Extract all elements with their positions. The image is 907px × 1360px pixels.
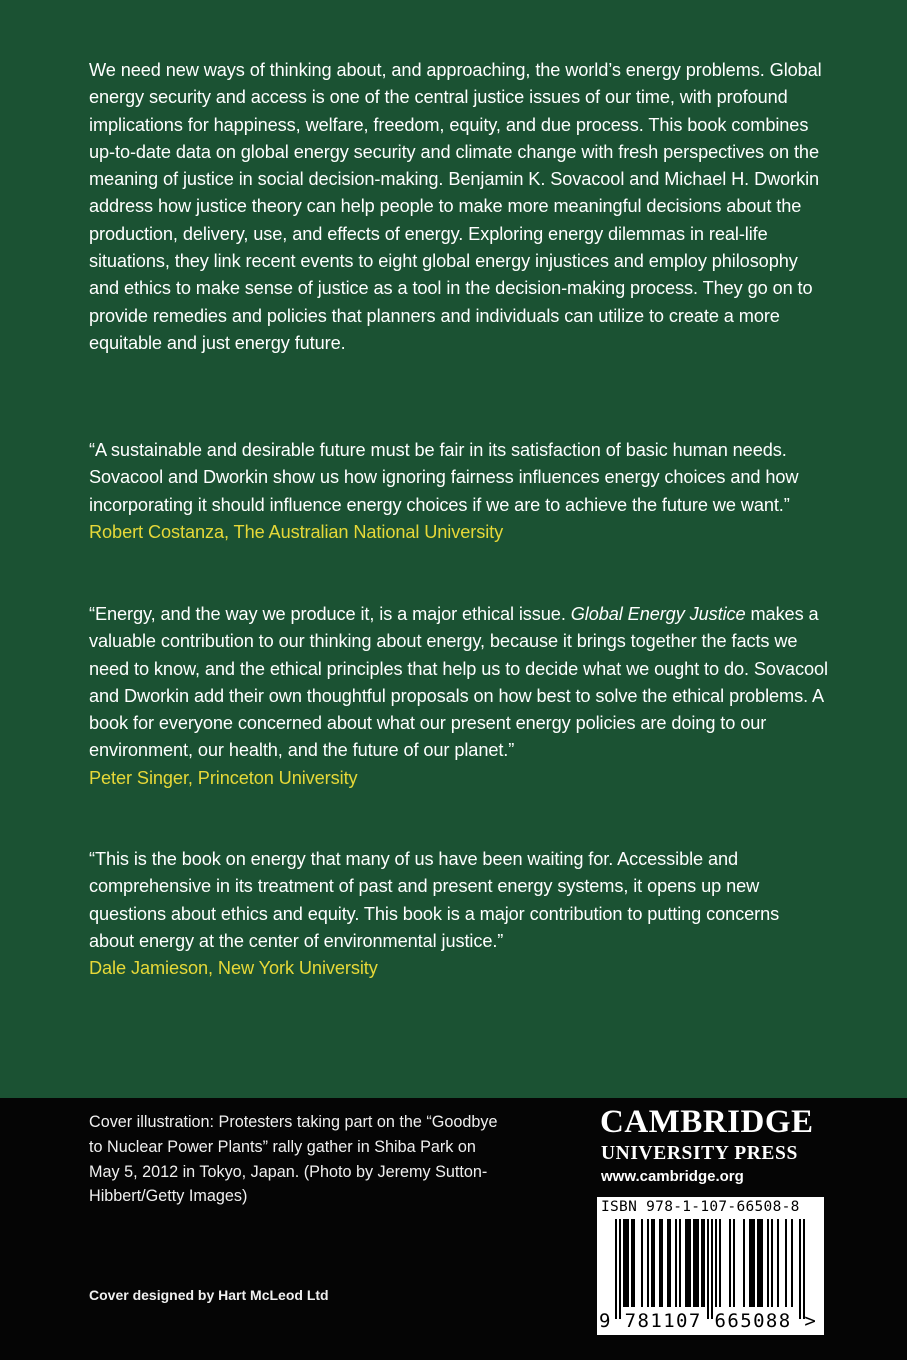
quote-2-text [89, 601, 829, 765]
blurb-text: We need new ways of thinking about, and approaching, the world’s energy problems. Global energy security and access is one of the central justice issues of our time, with profound implications for happiness, welfare, freedom, equity, and due process. This book combines up-to-date data on global energy security and climate change with fresh perspectives on the meaning of justice in social decision-making. Benjamin K. Sovacool and Michael H. Dworkin address how justice theory can help people to make more meaningful decisions about the production, delivery, use, and effects of energy. Exploring energy dilemmas in real-life situations, they link recent events to eight global energy injustices and employ philosophy and ethics to make sense of justice as a tool in the decision-making process. They go on to provide remedies and policies that planners and individuals can utilize to create a more equitable and just energy future. [89, 60, 822, 353]
cover-illustration-credit: Cover illustration: Protesters taking part on the “Goodbye to Nuclear Power Plants” rally gather in Shiba Park on May 5, 2012 in Tokyo, Japan. (Photo by Jeremy Sutton-Hibbert/Getty Images) [89, 1113, 498, 1206]
barcode-bar [615, 1219, 617, 1319]
barcode-bar [743, 1219, 745, 1307]
quote-2 [89, 601, 829, 792]
publisher-logo-name: CAMBRIDGE [600, 1104, 814, 1140]
barcode-bar [687, 1219, 689, 1307]
blurb-section [89, 57, 829, 357]
barcode-bar [669, 1219, 671, 1307]
barcode-bar [733, 1219, 735, 1307]
quote-3-text: “This is the book on energy that many of us have been waiting for. Accessible and comprehensive in its treatment of past and present energy systems, it opens up new questions about ethics and equity. This book is a major contribution to putting concerns about energy at the center of environmental justice.” [89, 849, 780, 951]
barcode-bar [719, 1219, 721, 1307]
book-title-italic: Global Energy Justice [570, 604, 746, 624]
publisher-logo-sub: UNIVERSITY PRESS [601, 1143, 798, 1164]
barcode-bar [647, 1219, 649, 1307]
quote-2-attribution: Peter Singer, Princeton University [89, 767, 358, 788]
quote-1-attribution: Robert Costanza, The Australian National University [89, 521, 504, 542]
barcode-bar [651, 1219, 653, 1307]
barcode-bar [707, 1219, 709, 1319]
isbn-barcode [597, 1197, 824, 1335]
quote-2-text-after: makes a valuable contribution to our thinking about energy, because it brings together the facts we need to know, and the ethical principles that help us to decide what we ought to do. Sovacool and Dworkin add their own thoughtful proposals on how best to solve the ethical problems. A book for everyone concerned about what our present energy policies are doing to our environment, our health, and the future of our planet.” [89, 604, 828, 761]
barcode-bar [729, 1219, 731, 1307]
barcode-bar [667, 1219, 669, 1307]
barcode-bar [689, 1219, 691, 1307]
barcode-bar [653, 1219, 655, 1307]
publisher-url: www.cambridge.org [601, 1168, 744, 1185]
quote-3 [89, 846, 829, 982]
barcode-bar [799, 1219, 801, 1319]
barcode-bar [633, 1219, 635, 1307]
barcode-bar [761, 1219, 763, 1307]
barcode-bar [711, 1219, 713, 1319]
barcode-bar [675, 1219, 677, 1307]
quote-1 [89, 437, 829, 546]
barcode-bar [661, 1219, 663, 1307]
barcode-bar [619, 1219, 621, 1319]
quote-1-text: “A sustainable and desirable future must be fair in its satisfaction of basic human needs. Sovacool and Dworkin show us how ignoring fairness influences energy choices and how incorporating it should influence energy choices if we are to achieve the future we want.” [89, 440, 799, 515]
barcode-bar [627, 1219, 629, 1307]
quote-3-attribution: Dale Jamieson, New York University [89, 958, 378, 979]
barcode-bar [771, 1219, 773, 1307]
barcode-digits: 9 781107 665088 > [599, 1310, 818, 1332]
barcode-bar [697, 1219, 699, 1307]
barcode-bar [751, 1219, 753, 1307]
barcode-bar [659, 1219, 661, 1307]
barcode-bar [757, 1219, 759, 1307]
barcode-bar [641, 1219, 643, 1307]
barcode-bar [693, 1219, 695, 1307]
barcode-bar [759, 1219, 761, 1307]
barcode-bar [631, 1219, 633, 1307]
barcode-bar [803, 1219, 805, 1319]
barcode-bar [785, 1219, 787, 1307]
barcode-bar [695, 1219, 697, 1307]
barcode-bar [753, 1219, 755, 1307]
barcode-bar [701, 1219, 703, 1307]
quote-2-text-before: “Energy, and the way we produce it, is a major ethical issue. [89, 604, 571, 624]
barcode-bar [679, 1219, 681, 1307]
barcode-bar [703, 1219, 705, 1307]
barcode-bar [767, 1219, 769, 1307]
barcode-bar [777, 1219, 779, 1307]
cover-designer-credit: Cover designed by Hart McLeod Ltd [89, 1287, 329, 1303]
barcode-bar [715, 1219, 717, 1307]
barcode-bar [625, 1219, 627, 1307]
barcode-bar [623, 1219, 625, 1307]
barcode-bar [791, 1219, 793, 1307]
isbn-label: ISBN 978-1-107-66508-8 [601, 1199, 800, 1215]
barcode-bar [749, 1219, 751, 1307]
barcode-bar [685, 1219, 687, 1307]
